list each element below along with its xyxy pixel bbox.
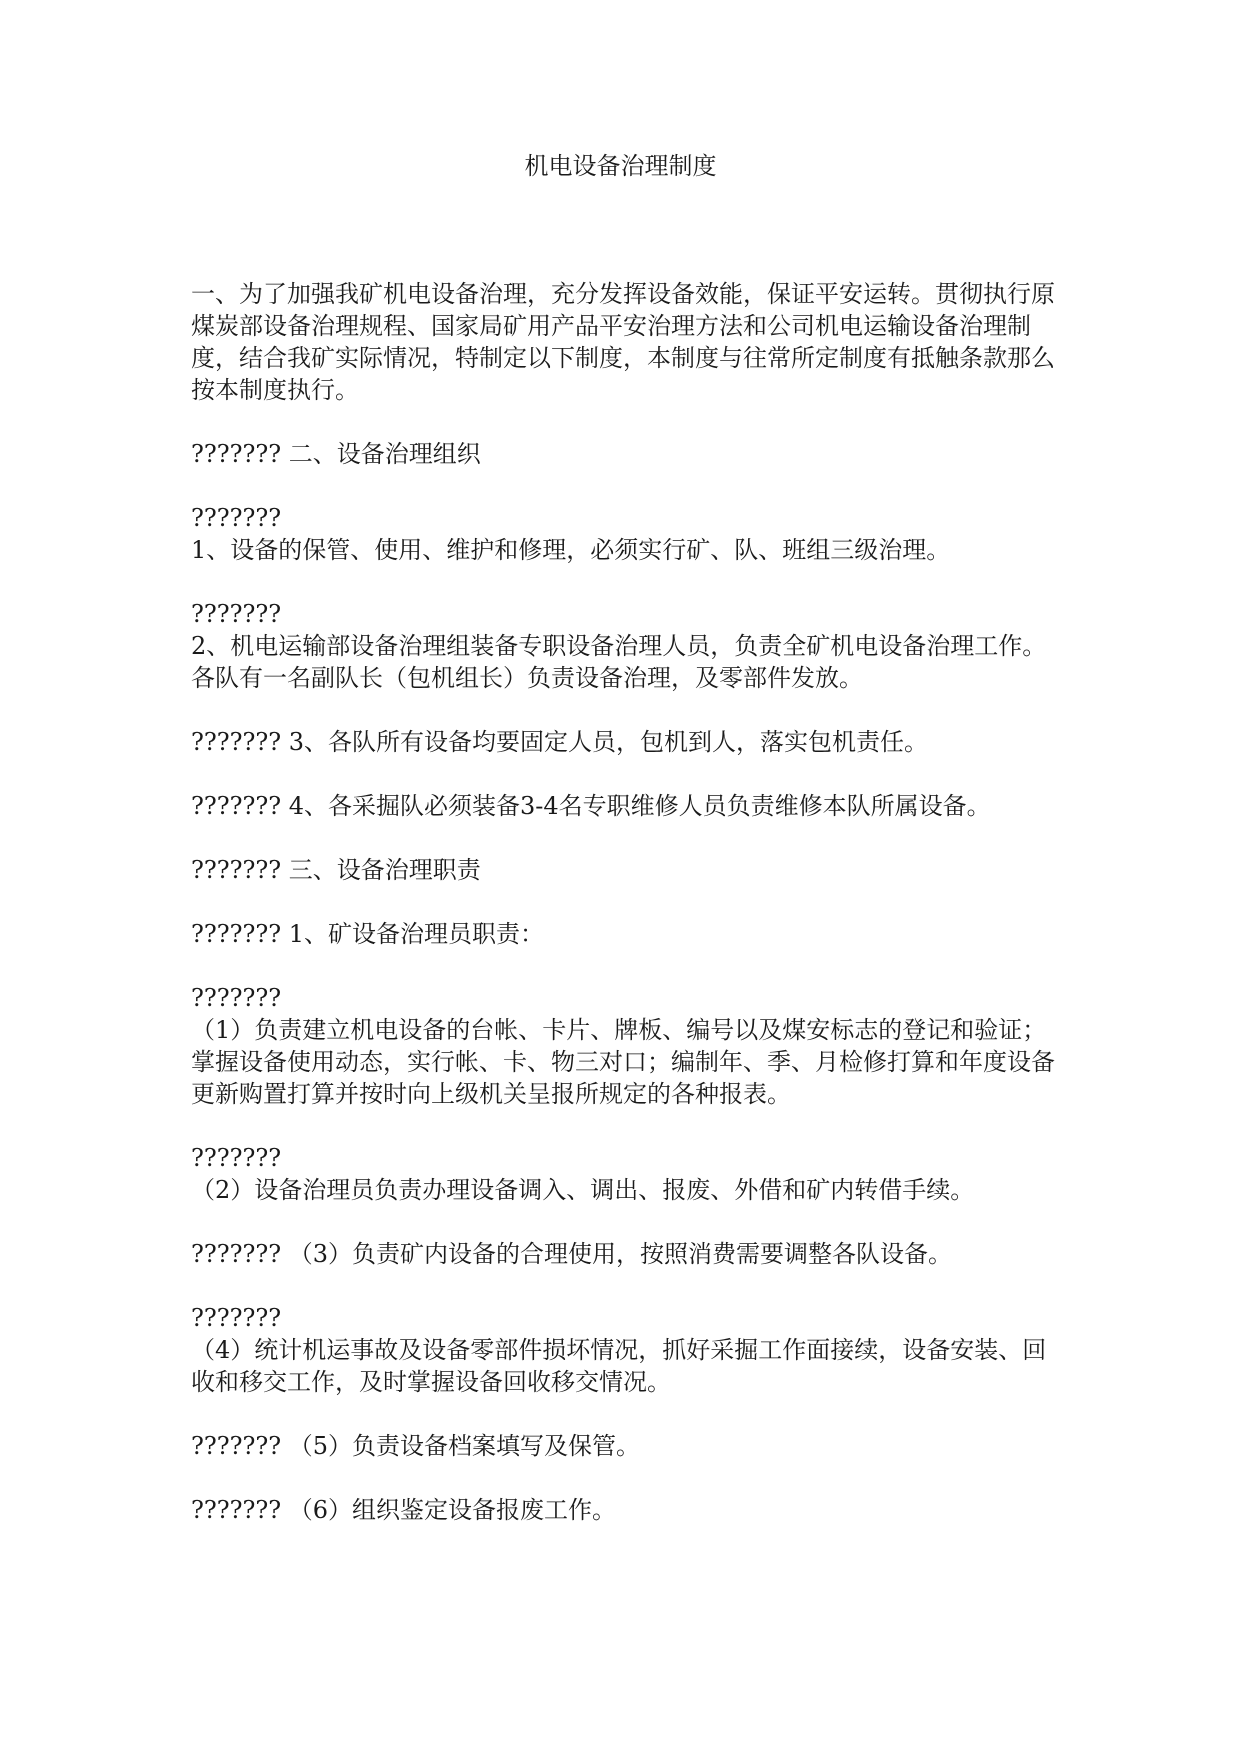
placeholder-marks: ???????	[191, 728, 289, 756]
section-heading-organization	[191, 438, 1061, 470]
paragraph-text: 三、设备治理职责	[288, 856, 481, 884]
paragraph-text: （2）设备治理员负责办理设备调入、调出、报废、外借和矿内转借手续。	[191, 1176, 975, 1204]
paragraph-item	[191, 1302, 1061, 1398]
placeholder-marks: ???????	[191, 920, 289, 948]
paragraph-text: （3）负责矿内设备的合理使用，按照消费需要调整各队设备。	[288, 1240, 952, 1268]
placeholder-marks: ???????	[191, 984, 282, 1012]
paragraph-text: （4）统计机运事故及设备零部件损坏情况，抓好采掘工作面接续，设备安装、回收和移交工作，及时掌握设备回收移交情况。	[191, 1336, 1047, 1396]
paragraph-text: （6）组织鉴定设备报废工作。	[288, 1496, 616, 1524]
document-title: 机电设备治理制度	[524, 152, 717, 180]
paragraph-item	[191, 502, 1061, 566]
paragraph-item	[191, 1494, 1061, 1526]
paragraph-intro	[191, 278, 1061, 406]
paragraph-text: 1、矿设备治理员职责：	[288, 920, 544, 948]
placeholder-marks: ???????	[191, 1496, 289, 1524]
placeholder-marks: ???????	[191, 600, 282, 628]
paragraph-text: （5）负责设备档案填写及保管。	[288, 1432, 640, 1460]
paragraph-text: （1）负责建立机电设备的台帐、卡片、牌板、编号以及煤安标志的登记和验证；掌握设备使用动态，实行帐、卡、物三对口；编制年、季、月检修打算和年度设备更新购置打算并按时向上级机关呈报所规定的各种报表。	[191, 1016, 1055, 1108]
section-heading-duties	[191, 854, 1061, 886]
paragraph-text: 一、为了加强我矿机电设备治理，充分发挥设备效能，保证平安运转。贯彻执行原煤炭部设备治理规程、国家局矿用产品平安治理方法和公司机电运输设备治理制度，结合我矿实际情况，特制定以下制度，本制度与往常所定制度有抵触条款那么按本制度执行。	[191, 280, 1055, 404]
placeholder-marks: ???????	[191, 792, 289, 820]
paragraph-item	[191, 726, 1061, 758]
placeholder-marks: ???????	[191, 504, 282, 532]
document-body	[191, 278, 1061, 1526]
placeholder-marks: ???????	[191, 1240, 289, 1268]
placeholder-marks: ???????	[191, 440, 289, 468]
placeholder-marks: ???????	[191, 1432, 289, 1460]
paragraph-item	[191, 918, 1061, 950]
placeholder-marks: ???????	[191, 1144, 282, 1172]
paragraph-text: 2、机电运输部设备治理组装备专职设备治理人员，负责全矿机电设备治理工作。各队有一名副队长（包机组长）负责设备治理，及零部件发放。	[191, 632, 1047, 692]
paragraph-text: 4、各采掘队必须装备3-4名专职维修人员负责维修本队所属设备。	[288, 792, 991, 820]
placeholder-marks: ???????	[191, 1304, 282, 1332]
paragraph-item	[191, 598, 1061, 694]
paragraph-item	[191, 1238, 1061, 1270]
paragraph-text: 3、各队所有设备均要固定人员，包机到人，落实包机责任。	[288, 728, 928, 756]
paragraph-text: 1、设备的保管、使用、维护和修理，必须实行矿、队、班组三级治理。	[191, 536, 951, 564]
paragraph-item	[191, 790, 1061, 822]
paragraph-item	[191, 1142, 1061, 1206]
paragraph-item	[191, 1430, 1061, 1462]
paragraph-text: 二、设备治理组织	[288, 440, 481, 468]
paragraph-item	[191, 982, 1061, 1110]
placeholder-marks: ???????	[191, 856, 289, 884]
